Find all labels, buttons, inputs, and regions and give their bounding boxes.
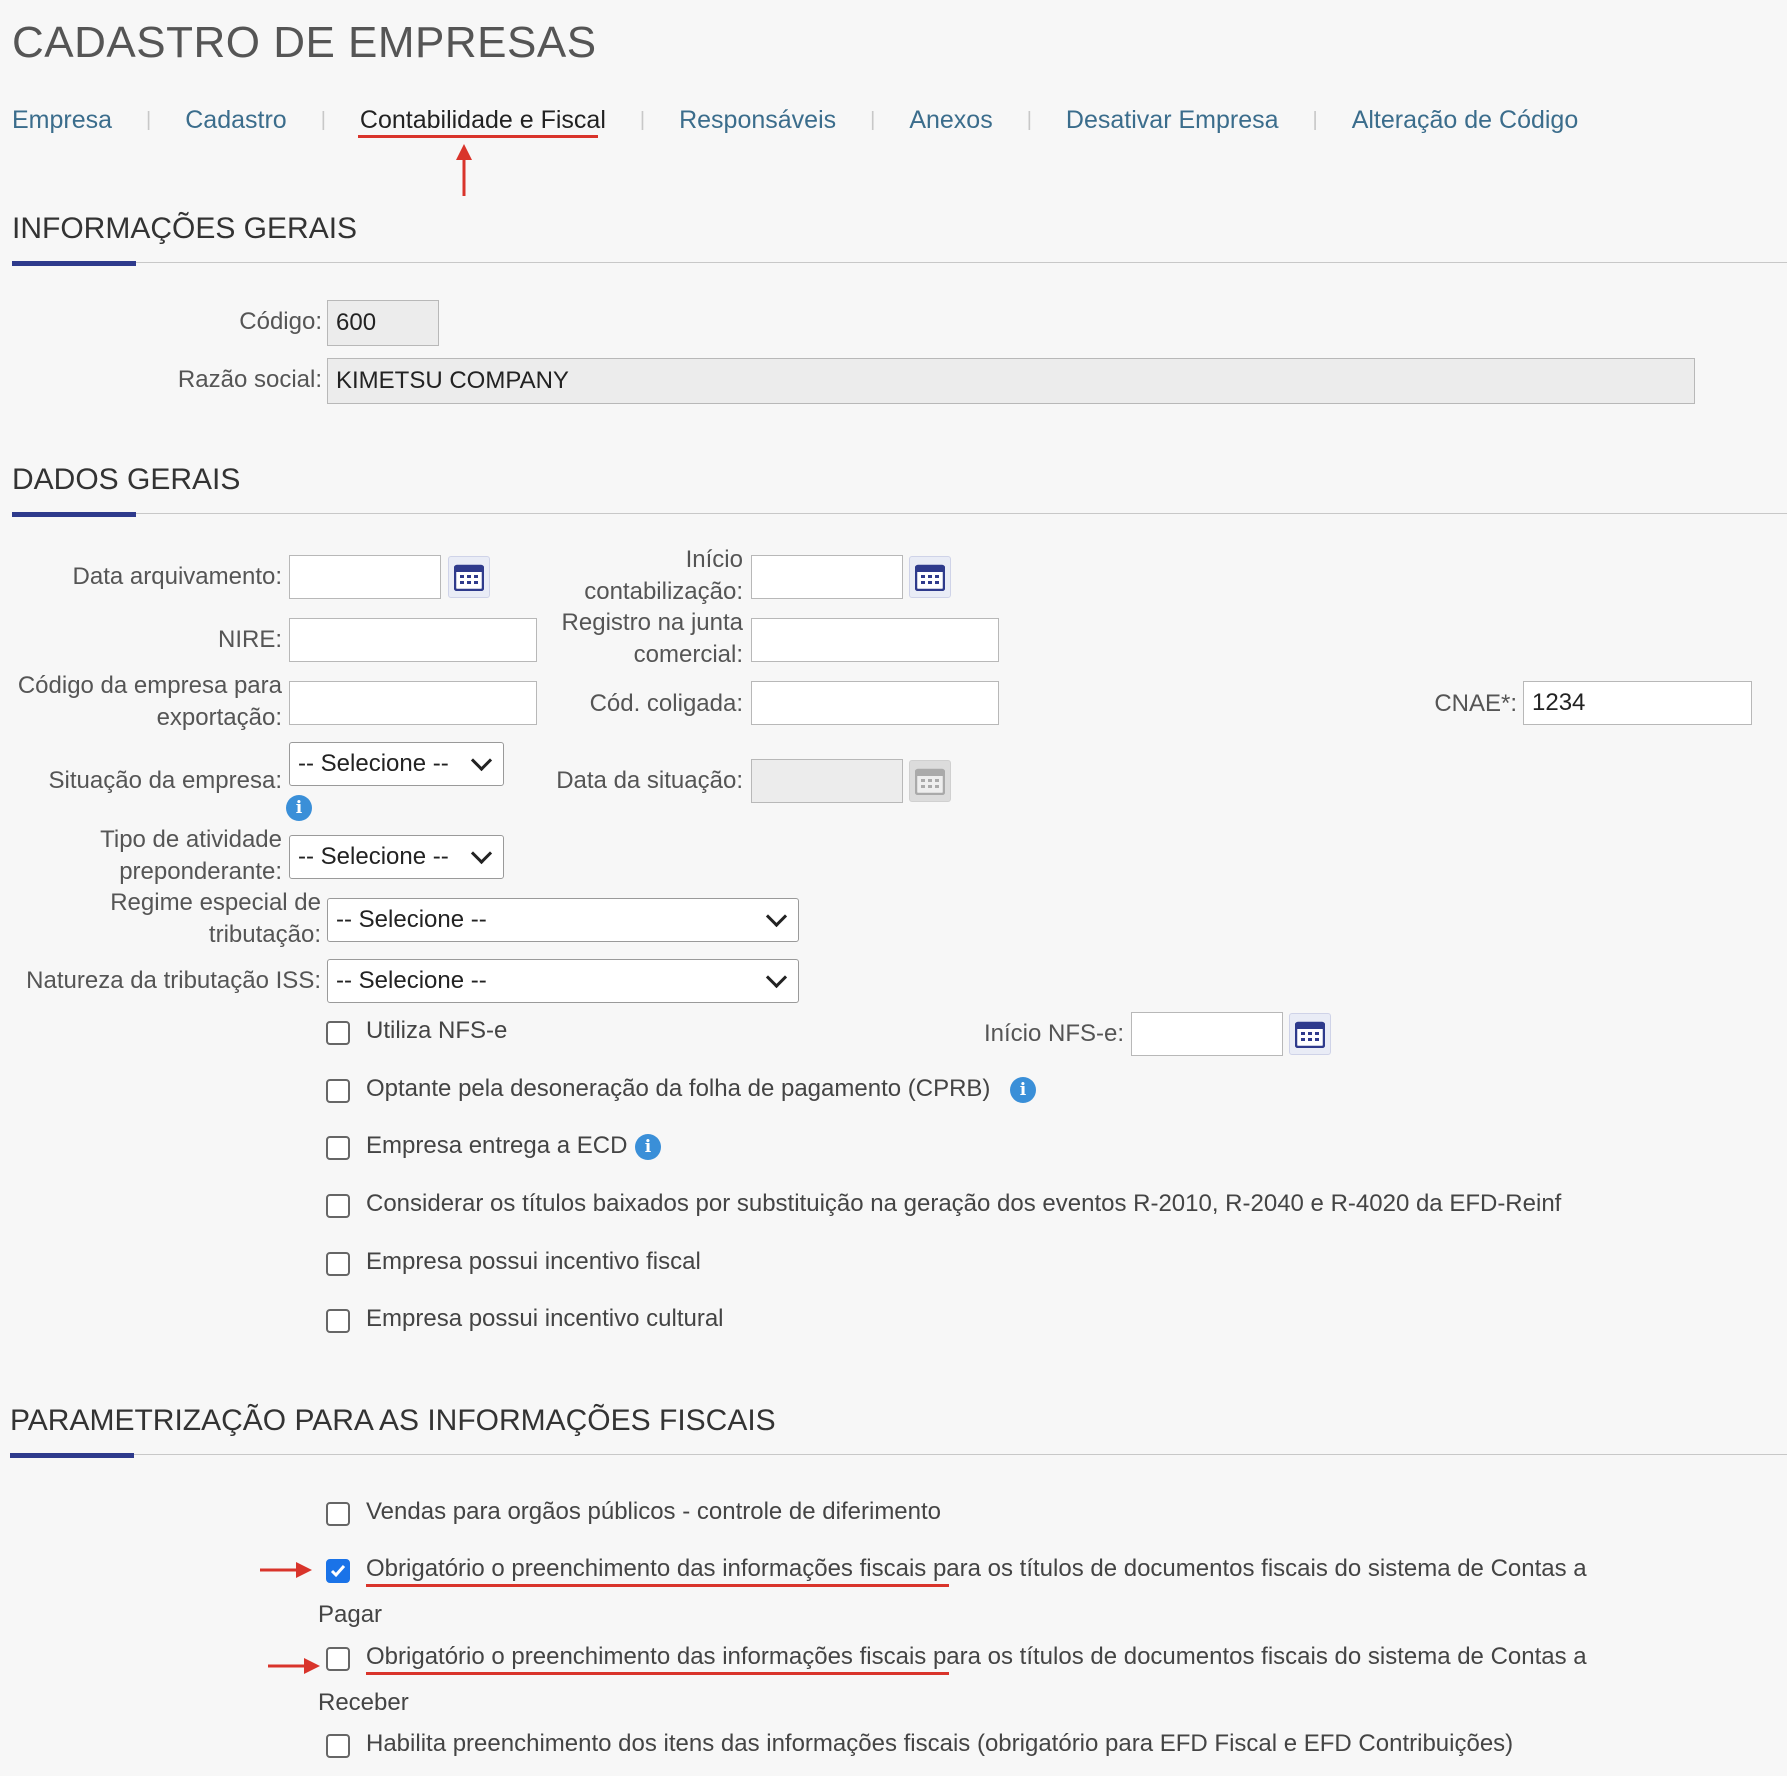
tab-separator: | [320,108,326,131]
page-title: CADASTRO DE EMPRESAS [12,18,597,67]
razao-social-field[interactable]: KIMETSU COMPANY [327,358,1695,404]
inicio-contabilizacao-label-line2: contabilização: [584,578,743,605]
ecd-label: Empresa entrega a ECD [366,1132,628,1159]
section-divider [10,1454,1787,1455]
obrig-receber-label-wrap: Receber [318,1689,409,1716]
natureza-iss-label: Natureza da tributação ISS: [26,967,321,994]
natureza-iss-selected: -- Selecione -- [336,967,487,994]
tab-separator: | [639,108,646,131]
calendar-icon[interactable] [448,556,490,598]
cnae-label: CNAE*: [1434,690,1517,717]
inicio-nfse-field[interactable] [1131,1012,1283,1056]
red-arrow-right-annotation [258,1558,314,1582]
tipo-atividade-select[interactable] [289,835,504,879]
section-accent-bar [12,512,136,517]
section-title-dados-gerais: DADOS GERAIS [12,463,241,496]
utiliza-nfse-label: Utiliza NFS-e [366,1017,508,1044]
titulos-baixados-checkbox[interactable] [326,1194,350,1218]
obrig-receber-underlined-text: Obrigatório o preenchimento das informações fiscais [366,1643,927,1670]
checkmark-icon [329,1562,347,1580]
tab-contabilidade-fiscal[interactable]: Contabilidade e Fiscal [359,105,606,134]
calendar-icon[interactable] [909,556,951,598]
cprb-checkbox[interactable] [326,1079,350,1103]
cod-coligada-field[interactable] [751,681,999,725]
registro-junta-field[interactable] [751,618,999,662]
section-accent-bar [10,1453,134,1458]
habilita-itens-label: Habilita preenchimento dos itens das informações fiscais (obrigatório para EFD Fiscal e EFD Contribuições) [366,1730,1514,1757]
obrig-receber-rest-text: para os títulos de documentos fiscais do sistema de Contas a [926,1643,1587,1670]
chevron-down-icon [471,749,492,770]
obrig-receber-label [366,1643,1587,1671]
codigo-exportacao-label-line1: Código da empresa para [17,672,282,699]
incentivo-fiscal-label: Empresa possui incentivo fiscal [366,1248,701,1275]
data-arquivamento-field[interactable] [289,555,441,599]
ecd-checkbox[interactable] [326,1136,350,1160]
obrig-pagar-underlined-text: Obrigatório o preenchimento das informações fiscais [366,1555,927,1582]
situacao-empresa-label: Situação da empresa: [48,767,282,794]
obrig-pagar-label [366,1555,1587,1583]
annotation-underline [366,1584,949,1587]
tab-anexos[interactable]: Anexos [909,105,993,134]
tab-empresa[interactable]: Empresa [12,105,113,134]
inicio-contabilizacao-label-line1: Início [685,546,743,573]
regime-especial-selected: -- Selecione -- [336,906,487,933]
tipo-atividade-label-line2: preponderante: [119,858,282,885]
chevron-down-icon [766,905,787,926]
incentivo-cultural-checkbox[interactable] [326,1309,350,1333]
regime-especial-label-line1: Regime especial de [110,889,321,916]
habilita-itens-checkbox[interactable] [326,1734,350,1758]
codigo-exportacao-label-line2: exportação: [156,704,282,731]
codigo-field[interactable]: 600 [327,300,439,346]
info-icon[interactable]: i [286,795,312,821]
data-arquivamento-label: Data arquivamento: [72,563,282,590]
regime-especial-select[interactable] [327,898,799,942]
tab-desativar-empresa[interactable]: Desativar Empresa [1065,105,1279,134]
section-divider [12,513,1787,514]
tipo-atividade-selected: -- Selecione -- [298,843,449,870]
tab-alteracao-codigo[interactable]: Alteração de Código [1351,105,1579,134]
obrig-pagar-checkbox[interactable] [326,1559,350,1583]
red-arrow-up-annotation [452,142,476,198]
section-title-parametrizacao: PARAMETRIZAÇÃO PARA AS INFORMAÇÕES FISCAIS [10,1404,776,1437]
data-situacao-label: Data da situação: [556,767,743,794]
calendar-icon[interactable] [1289,1013,1331,1055]
tab-separator: | [1312,108,1318,131]
situacao-empresa-select[interactable] [289,742,504,786]
tab-responsaveis[interactable]: Responsáveis [679,105,837,134]
cprb-label: Optante pela desoneração da folha de pagamento (CPRB) [366,1075,991,1102]
situacao-empresa-selected: -- Selecione -- [298,750,449,777]
nire-label: NIRE: [217,626,282,653]
registro-junta-label-line2: comercial: [633,641,743,668]
inicio-nfse-label: Início NFS-e: [983,1020,1124,1047]
tab-separator: | [870,108,876,131]
incentivo-fiscal-checkbox[interactable] [326,1252,350,1276]
section-divider [12,262,1787,263]
tab-separator: | [146,108,152,131]
utiliza-nfse-checkbox[interactable] [326,1021,350,1045]
chevron-down-icon [471,842,492,863]
codigo-label: Código: [239,308,322,335]
tab-cadastro[interactable]: Cadastro [185,105,287,134]
data-situacao-field [751,759,903,803]
tipo-atividade-label-line1: Tipo de atividade [100,826,282,853]
incentivo-cultural-label: Empresa possui incentivo cultural [366,1305,724,1332]
section-title-informacoes-gerais: INFORMAÇÕES GERAIS [12,212,358,245]
regime-especial-label-line2: tributação: [208,921,321,948]
annotation-underline [366,1672,949,1675]
vendas-publicos-label: Vendas para orgãos públicos - controle de diferimento [366,1498,942,1525]
info-icon[interactable]: i [1010,1077,1036,1103]
natureza-iss-select[interactable] [327,959,799,1003]
nire-field[interactable] [289,618,537,662]
cod-coligada-label: Cód. coligada: [589,690,743,717]
info-icon[interactable]: i [635,1134,661,1160]
active-tab-annotation-underline [358,135,598,138]
obrig-pagar-label-wrap: Pagar [318,1601,383,1628]
red-arrow-right-annotation [266,1654,322,1678]
razao-social-label: Razão social: [177,366,322,393]
registro-junta-label-line1: Registro na junta [561,609,743,636]
codigo-exportacao-field[interactable] [289,681,537,725]
section-accent-bar [12,261,136,266]
titulos-baixados-label: Considerar os títulos baixados por substituição na geração dos eventos R-2010, R-2040 e R-4020 da EFD-Reinf [366,1190,1562,1217]
chevron-down-icon [766,966,787,987]
tab-bar [12,100,1578,140]
obrig-receber-checkbox[interactable] [326,1647,350,1671]
cnae-field[interactable]: 1234 [1523,681,1752,725]
tab-separator: | [1026,108,1032,131]
inicio-contabilizacao-field[interactable] [751,555,903,599]
calendar-icon [909,760,951,802]
obrig-pagar-rest-text: para os títulos de documentos fiscais do sistema de Contas a [926,1555,1587,1582]
vendas-publicos-checkbox[interactable] [326,1502,350,1526]
